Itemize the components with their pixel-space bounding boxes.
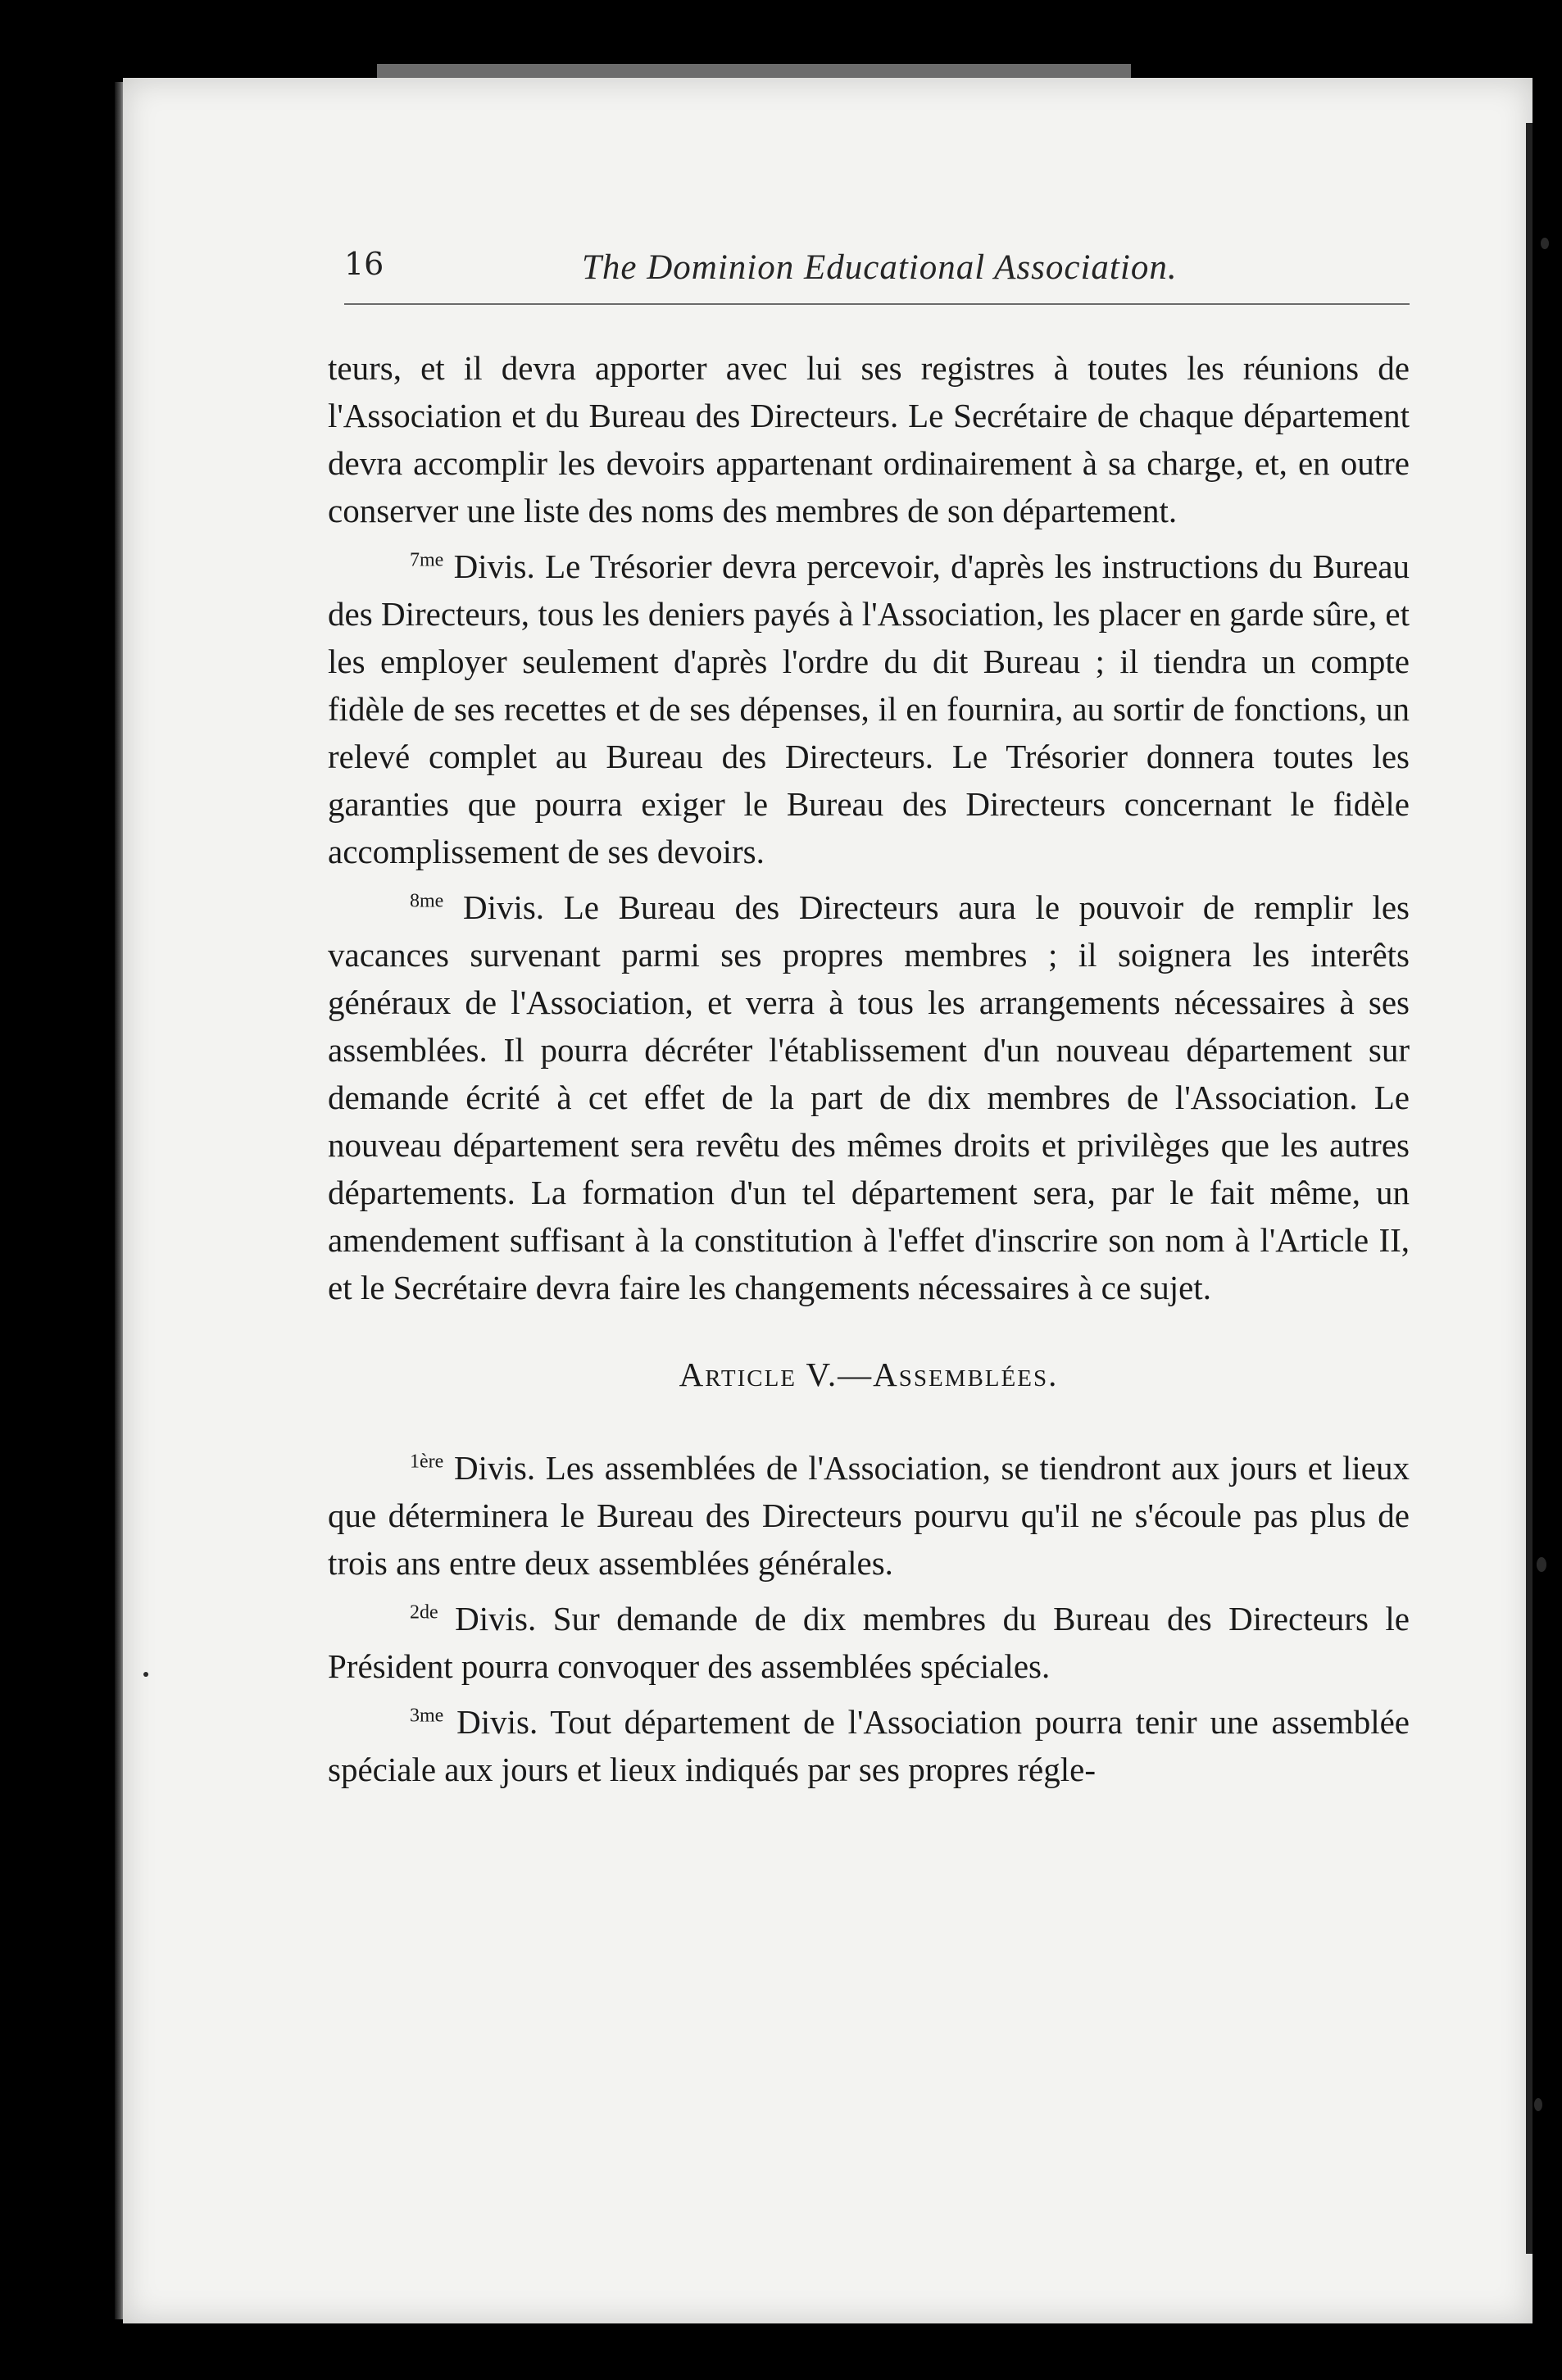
division-label: Divis.	[443, 1703, 538, 1741]
paragraph-3me-divis	[328, 1698, 1410, 1793]
paragraph-text: Les assemblées de l'Association, se tiendront aux jours et lieux que déterminera le Bureau des Directeurs pourvu qu'il ne s'écoule pas plus de trois ans entre deux assemblées générales.	[328, 1449, 1410, 1582]
running-title: The Dominion Educational Association.	[582, 248, 1178, 287]
scan-speck	[1534, 2098, 1542, 2111]
ordinal-label: 3me	[410, 1705, 444, 1727]
paragraph-8me-divis	[328, 883, 1410, 1311]
article-heading: Article V.—Assemblées.	[679, 1356, 1059, 1393]
paragraph-text: Tout département de l'Association pourra tenir une assemblée spéciale aux jours et lieux indiqués par ses propres régle-	[328, 1703, 1410, 1788]
scan-speck	[143, 1672, 148, 1677]
ordinal-label: 2de	[410, 1601, 438, 1624]
ordinal-label: 8me	[410, 890, 444, 912]
page-right-edge	[1526, 123, 1532, 2254]
division-label: Divis.	[443, 547, 535, 585]
paragraph-7me-divis	[328, 543, 1410, 875]
division-label: Divis.	[443, 1449, 536, 1487]
page-number: 16	[344, 246, 384, 282]
body-text	[328, 344, 1410, 2114]
paragraph-continuation	[328, 344, 1410, 534]
scan-speck	[1537, 1557, 1546, 1572]
ordinal-label: 1ère	[410, 1451, 444, 1473]
paragraph-text: Le Bureau des Directeurs aura le pouvoir de remplir les vacances survenant parmi ses propres membres ; il soignera les interêts généraux de l'Association, et verra à tous les arrangements nécessaires à ses assemblées. Il pourra décréter l'établissement d'un nouveau département sur demande écrité à cet effet de la part de dix membres de l'Association. Le nouveau département sera revêtu des mêmes droits et privilèges que les autres départements. La formation d'un tel département sera, par le fait même, un amendement suffisant à la constitution à l'effet d'inscrire son nom à l'Article II, et le Secrétaire devra faire les changements nécessaires à ce sujet.	[328, 888, 1410, 1306]
paragraph-1ere-divis	[328, 1444, 1410, 1587]
division-label: Divis.	[443, 888, 545, 926]
division-label: Divis.	[438, 1600, 537, 1637]
running-head	[344, 246, 1410, 305]
paragraph-text: Le Trésorier devra percevoir, d'après les instructions du Bureau des Directeurs, tous les deniers payés à l'Association, les placer en garde sûre, et les employer seulement d'après l'ordre du dit Bureau ; il tiendra un compte fidèle de ses recettes et de ses dépenses, il en fournira, au sortir de fonctions, un relevé complet au Bureau des Directeurs. Le Trésorier donnera toutes les garanties que pourra exiger le Bureau des Directeurs concernant le fidèle accomplissement de ses devoirs.	[328, 547, 1410, 870]
paragraph-2de-divis	[328, 1595, 1410, 1690]
paragraph-text: teurs, et il devra apporter avec lui ses registres à toutes les réunions de l'Association et du Bureau des Directeurs. Le Secrétaire de chaque département devra accomplir les devoirs appartenant ordinairement à sa charge, et, en outre conserver une liste des noms des membres de son département.	[328, 349, 1410, 529]
paragraph-text: Sur demande de dix membres du Bureau des Directeurs le Président pourra convoquer des assemblées spéciales.	[328, 1600, 1410, 1685]
ordinal-label: 7me	[410, 549, 444, 571]
scan-speck	[1541, 238, 1549, 249]
